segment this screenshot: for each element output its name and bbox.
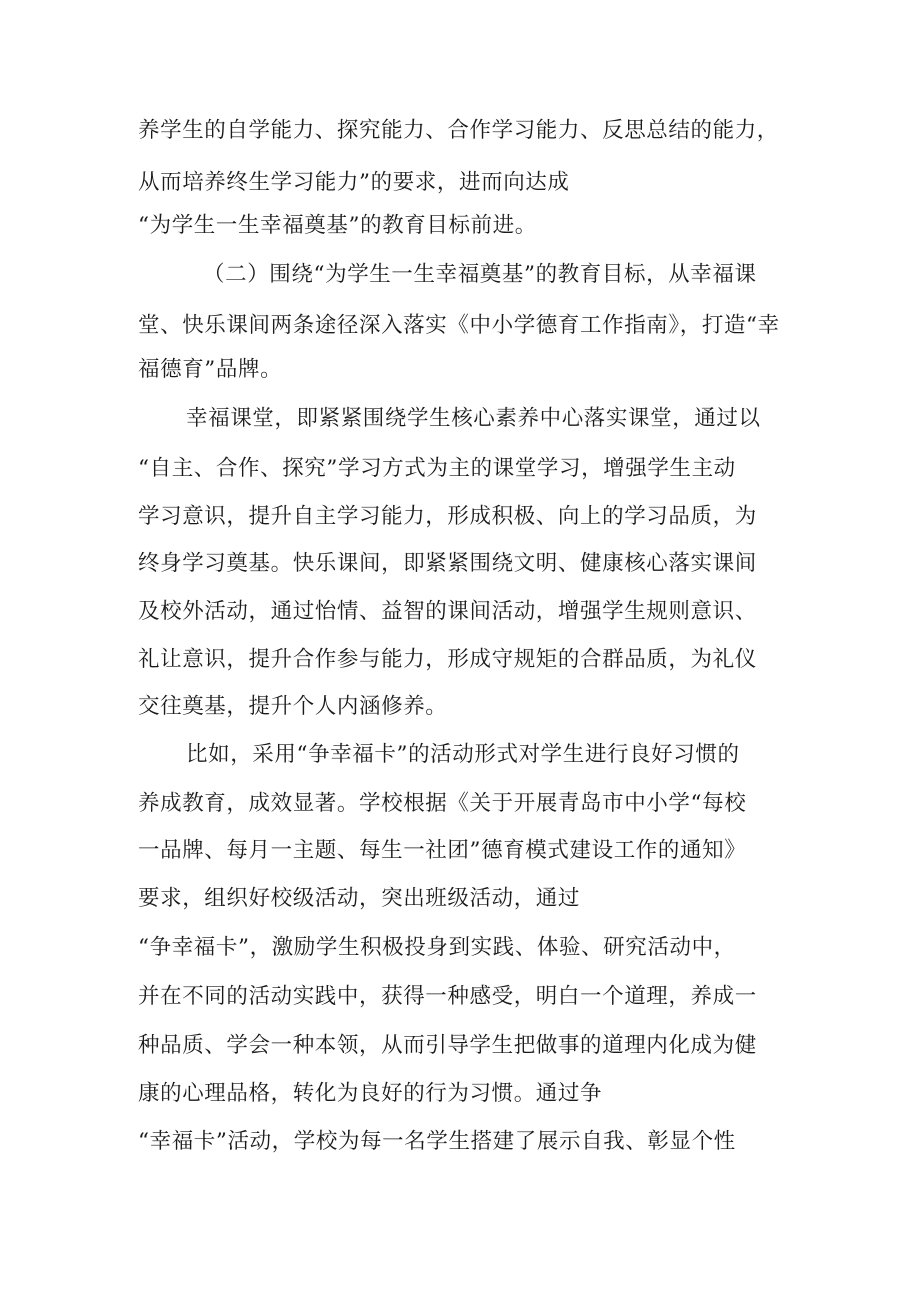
text-line: （二）围绕“为学生一生幸福奠基”的教育目标，从幸福课 — [203, 262, 757, 287]
text-line: “幸福卡”活动，学校为每一名学生搭建了展示自我、彰显个性 — [138, 1129, 736, 1154]
text-line: 终身学习奠基。快乐课间，即紧紧围绕文明、健康核心落实课间 — [138, 551, 757, 576]
text-line: 幸福课堂，即紧紧围绕学生核心素养中心落实课堂，通过以 — [186, 406, 761, 431]
text-line: 比如，采用“争幸福卡”的活动形式对学生进行良好习惯的 — [186, 742, 740, 767]
text-line: 要求，组织好校级活动，突出班级活动，通过 — [138, 886, 581, 911]
text-line: 一品牌、每月一主题、每生一社团”德育模式建设工作的通知》 — [138, 838, 747, 863]
text-line: 学习意识，提升自主学习能力，形成积极、向上的学习品质，为 — [138, 504, 757, 529]
text-line: 康的心理品格，转化为良好的行为习惯。通过争 — [138, 1081, 603, 1106]
text-line: 堂、快乐课间两条途径深入落实《中小学德育工作指南》，打造“幸 — [138, 313, 780, 338]
text-line: 及校外活动，通过怡情、益智的课间活动，增强学生规则意识、 — [138, 599, 757, 624]
text-line: 礼让意识，提升合作参与能力，形成守规矩的合群品质，为礼仪 — [138, 647, 757, 672]
text-line: “争幸福卡”，激励学生积极投身到实践、体验、研究活动中， — [138, 935, 736, 960]
text-line: 养学生的自学能力、探究能力、合作学习能力、反思总结的能力， — [138, 118, 779, 143]
text-line: 福德育”品牌。 — [138, 357, 283, 382]
text-line: “为学生一生幸福奠基”的教育目标前进。 — [138, 213, 537, 238]
text-line: 从而培养终生学习能力”的要求，进而向达成 — [138, 170, 570, 195]
text-line: 并在不同的活动实践中，获得一种感受，明白一个道理，养成一 — [138, 984, 757, 1009]
text-line: 养成教育，成效显著。学校根据《关于开展青岛市中小学“每校 — [138, 791, 747, 816]
text-line: 种品质、学会一种本领，从而引导学生把做事的道理内化成为健 — [138, 1033, 757, 1058]
text-line: “自主、合作、探究”学习方式为主的课堂学习，增强学生主动 — [138, 456, 736, 481]
text-line: 交往奠基，提升个人内涵修养。 — [138, 694, 448, 719]
